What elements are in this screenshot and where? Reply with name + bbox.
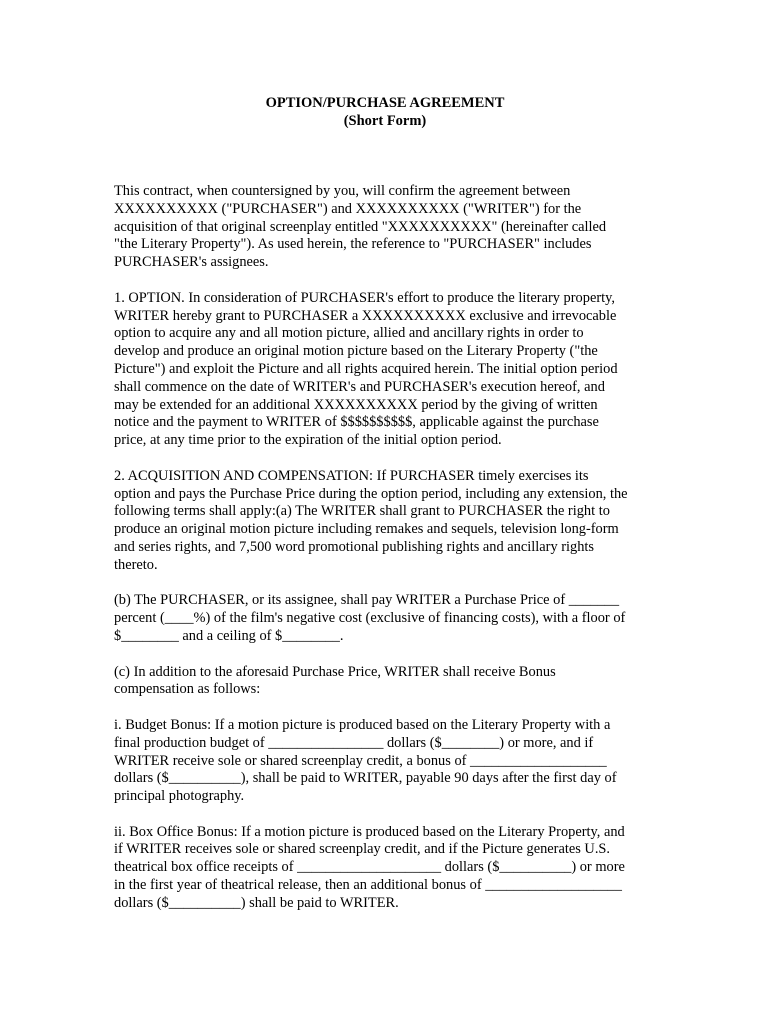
text-line: (b) The PURCHASER, or its assignee, shall pay WRITER a Purchase Price of _______ [114, 592, 620, 609]
document-subtitle: (Short Form) [343, 113, 427, 129]
text-line: shall commence on the date of WRITER's and PURCHASER's execution hereof, and [114, 378, 605, 395]
text-line: thereto. [114, 556, 158, 573]
text-line: percent (____%) of the film's negative cost (exclusive of financing costs), with a floor of [114, 610, 626, 627]
text-line: principal photography. [114, 788, 245, 805]
text-line: WRITER hereby grant to PURCHASER a XXXXXXXXXX exclusive and irrevocable [114, 307, 617, 324]
text-line: PURCHASER's assignees. [114, 254, 269, 271]
text-line: (c) In addition to the aforesaid Purchase Price, WRITER shall receive Bonus [114, 663, 556, 680]
title-block [0, 94, 770, 130]
paragraph-purchase-price [114, 592, 659, 645]
text-line: notice and the payment to WRITER of $$$$$$$$$$, applicable against the purchase [114, 414, 599, 431]
text-line: 1. OPTION. In consideration of PURCHASER's effort to produce the literary property, [114, 289, 615, 306]
text-line: may be extended for an additional XXXXXXXXXX period by the giving of written [114, 396, 598, 413]
text-line: dollars ($__________) shall be paid to WRITER. [114, 894, 399, 911]
paragraph-intro [114, 183, 659, 272]
text-line: Picture") and exploit the Picture and all rights acquired herein. The initial option period [114, 360, 618, 377]
text-line: acquisition of that original screenplay entitled "XXXXXXXXXX" (hereinafter called [114, 218, 607, 235]
text-line: if WRITER receives sole or shared screenplay credit, and if the Picture generates U.S. [114, 841, 611, 858]
text-line: theatrical box office receipts of ____________________ dollars ($__________) or more [114, 859, 625, 876]
text-line: i. Budget Bonus: If a motion picture is produced based on the Literary Property with a [114, 716, 611, 733]
text-line: 2. ACQUISITION AND COMPENSATION: If PURCHASER timely exercises its [114, 467, 589, 484]
text-line: "the Literary Property"). As used herein, the reference to "PURCHASER" includes [114, 236, 592, 253]
text-line: This contract, when countersigned by you, will confirm the agreement between [114, 183, 571, 199]
paragraph-box-office-bonus [114, 824, 659, 913]
text-line: in the first year of theatrical release, then an additional bonus of ___________________ [114, 877, 622, 894]
text-line: and series rights, and 7,500 word promotional publishing rights and ancillary rights [114, 538, 595, 555]
text-line: develop and produce an original motion picture based on the Literary Property ("the [114, 343, 598, 360]
paragraph-acquisition [114, 468, 659, 575]
text-line: compensation as follows: [114, 681, 261, 698]
text-line: ii. Box Office Bonus: If a motion picture is produced based on the Literary Property, and [114, 823, 625, 840]
text-line: produce an original motion picture including remakes and sequels, television long-form [114, 521, 619, 538]
text-line: option to acquire any and all motion picture, allied and ancillary rights in order to [114, 325, 584, 342]
text-line: following terms shall apply:(a) The WRITER shall grant to PURCHASER the right to [114, 503, 610, 520]
text-line: XXXXXXXXXX ("PURCHASER") and XXXXXXXXXX ("WRITER") for the [114, 200, 582, 217]
text-line: dollars ($__________), shall be paid to WRITER, payable 90 days after the first day of [114, 770, 617, 787]
paragraph-budget-bonus [114, 717, 659, 806]
document-body [114, 183, 659, 930]
text-line: price, at any time prior to the expiration of the initial option period. [114, 432, 502, 449]
text-line: $________ and a ceiling of $________. [114, 627, 344, 644]
text-line: final production budget of ________________ dollars ($________) or more, and if [114, 734, 594, 751]
document-title: OPTION/PURCHASE AGREEMENT [265, 95, 505, 111]
paragraph-option [114, 290, 659, 450]
text-line: option and pays the Purchase Price during the option period, including any extension, the [114, 485, 628, 502]
paragraph-bonus-intro [114, 664, 659, 700]
text-line: WRITER receive sole or shared screenplay credit, a bonus of ___________________ [114, 752, 607, 769]
